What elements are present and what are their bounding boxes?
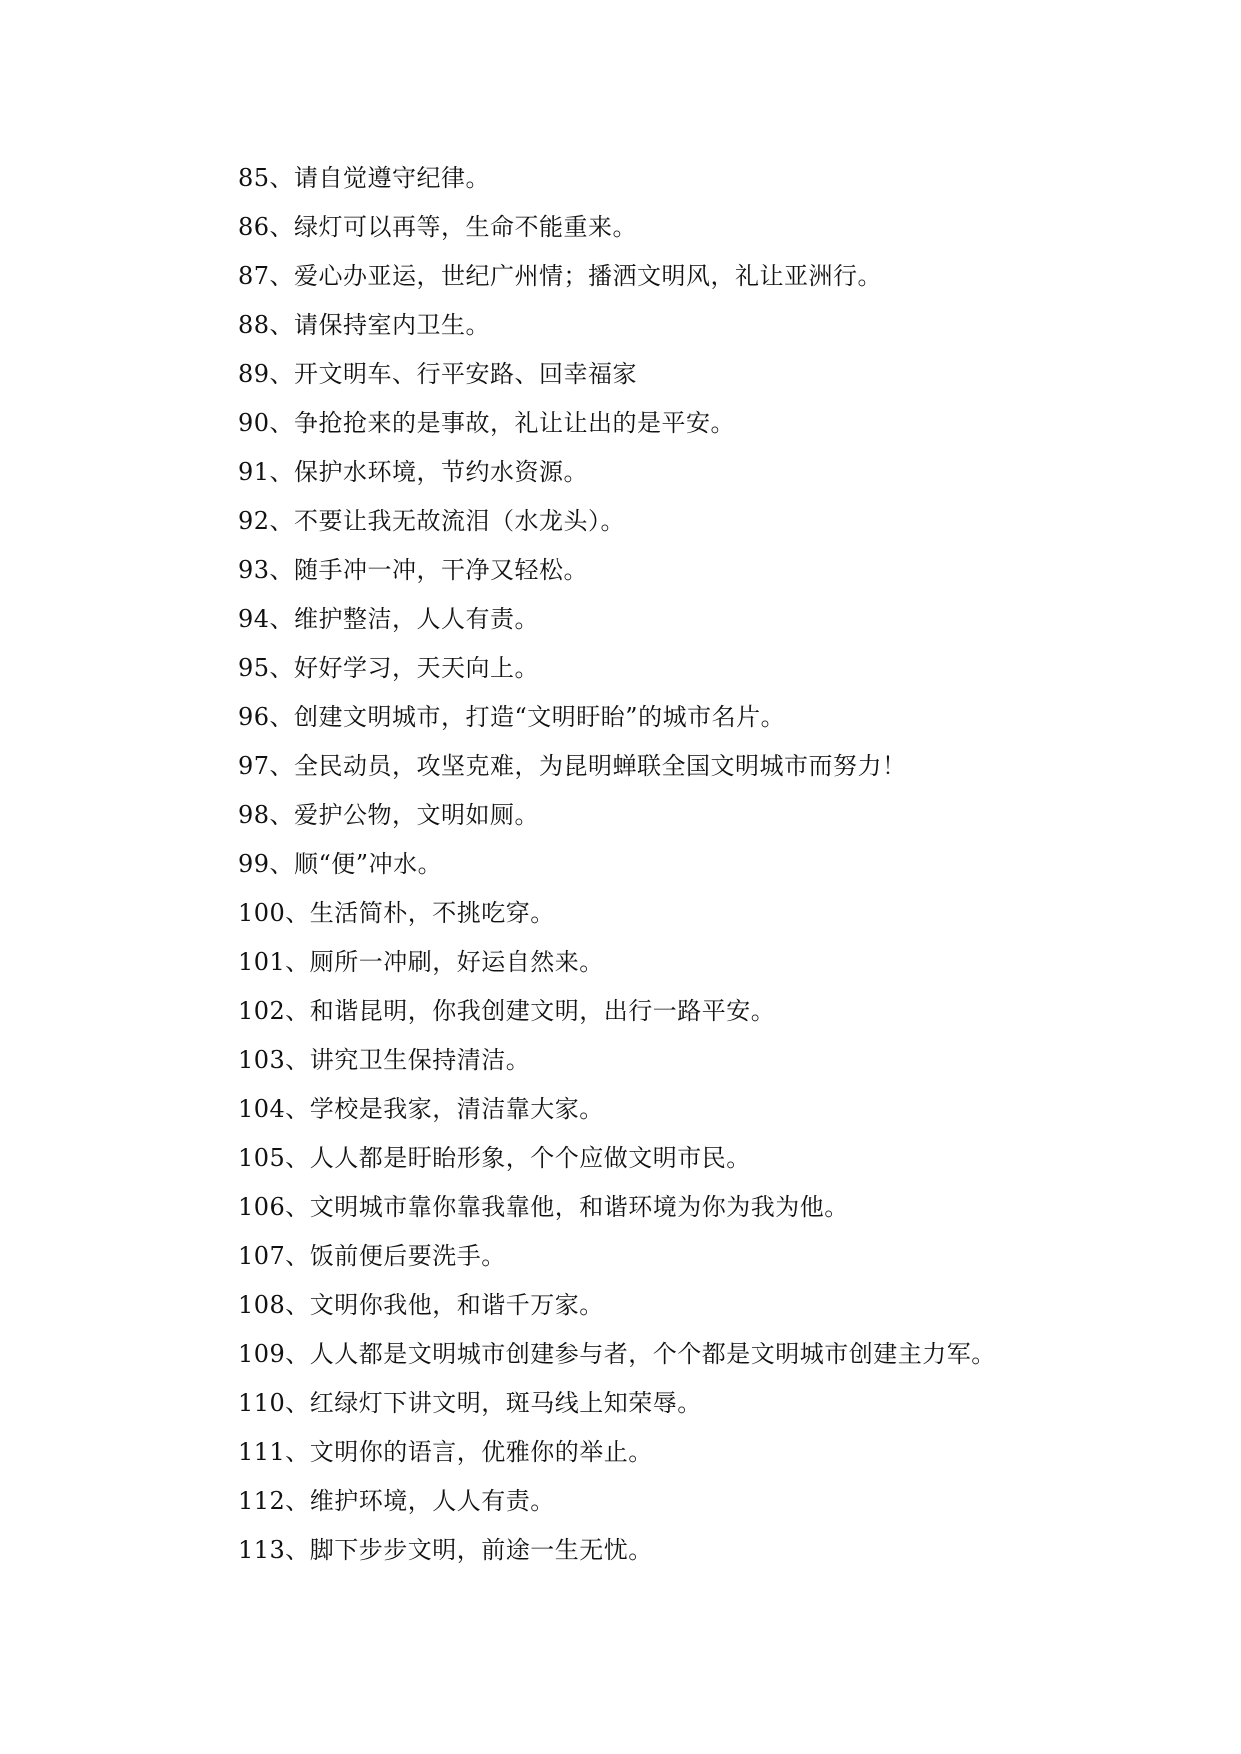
- list-item: 99、顺“便”冲水。: [238, 850, 443, 878]
- list-item: 102、和谐昆明，你我创建文明，出行一路平安。: [238, 997, 776, 1025]
- list-item: 96、创建文明城市，打造“文明盱眙”的城市名片。: [238, 703, 786, 731]
- list-item: 107、饭前便后要洗手。: [238, 1242, 506, 1270]
- list-item: 109、人人都是文明城市创建参与者，个个都是文明城市创建主力军。: [238, 1340, 996, 1368]
- list-item: 111、文明你的语言，优雅你的举止。: [238, 1438, 653, 1466]
- list-item: 87、爱心办亚运，世纪广州情；播洒文明风，礼让亚洲行。: [238, 262, 883, 290]
- list-item: 113、脚下步步文明，前途一生无忧。: [238, 1536, 653, 1564]
- list-item: 93、随手冲一冲，干净又轻松。: [238, 556, 589, 584]
- list-item: 86、绿灯可以再等，生命不能重来。: [238, 213, 638, 241]
- list-item: 88、请保持室内卫生。: [238, 311, 491, 339]
- list-item: 90、争抢抢来的是事故，礼让让出的是平安。: [238, 409, 736, 437]
- list-item: 104、学校是我家，清洁靠大家。: [238, 1095, 604, 1123]
- list-item: 97、全民动员，攻坚克难，为昆明蝉联全国文明城市而努力！: [238, 752, 907, 780]
- list-item: 106、文明城市靠你靠我靠他，和谐环境为你为我为他。: [238, 1193, 849, 1221]
- list-item: 92、不要让我无故流泪（水龙头）。: [238, 507, 626, 535]
- list-item: 95、好好学习，天天向上。: [238, 654, 540, 682]
- list-item: 112、维护环境，人人有责。: [238, 1487, 555, 1515]
- slogan-list: [238, 154, 1038, 1575]
- list-item: 98、爱护公物，文明如厕。: [238, 801, 540, 829]
- list-item: 105、人人都是盱眙形象，个个应做文明市民。: [238, 1144, 751, 1172]
- list-item: 101、厕所一冲刷，好运自然来。: [238, 948, 604, 976]
- list-item: 91、保护水环境，节约水资源。: [238, 458, 589, 486]
- list-item: 89、开文明车、行平安路、回幸福家: [238, 360, 638, 388]
- list-item: 108、文明你我他，和谐千万家。: [238, 1291, 604, 1319]
- list-item: 85、请自觉遵守纪律。: [238, 164, 491, 192]
- list-item: 94、维护整洁，人人有责。: [238, 605, 540, 633]
- list-item: 103、讲究卫生保持清洁。: [238, 1046, 531, 1074]
- list-item: 110、红绿灯下讲文明，斑马线上知荣辱。: [238, 1389, 702, 1417]
- list-item: 100、生活简朴，不挑吃穿。: [238, 899, 555, 927]
